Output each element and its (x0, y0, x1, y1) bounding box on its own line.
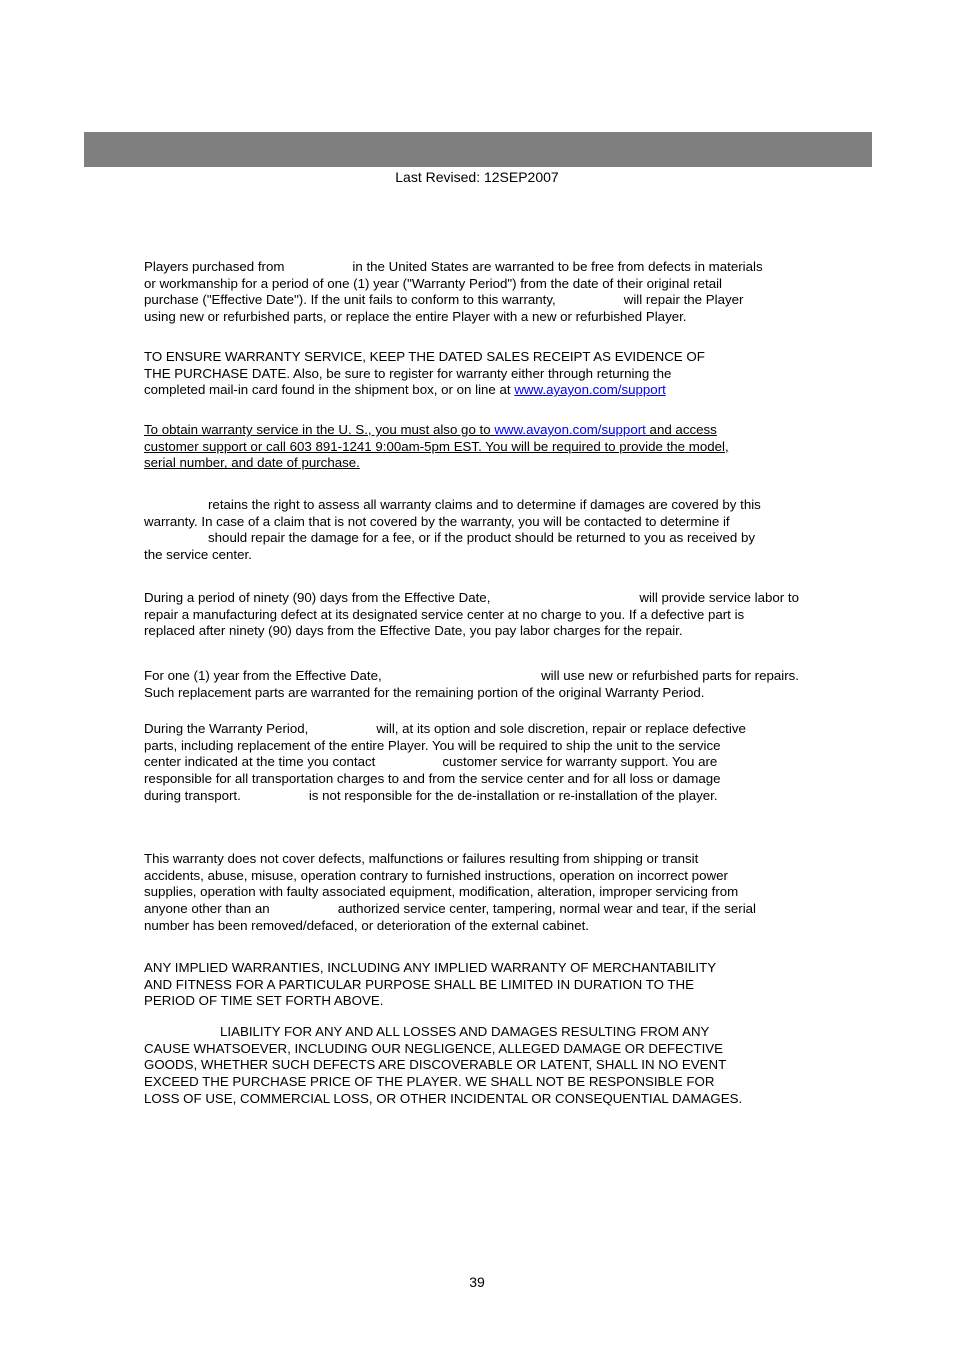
header-bar (84, 132, 872, 167)
warranty-paragraph-coverage: Players purchased from in the United States are warranted to be free from defects in materials or workmanship for a period of one (1) year ("Warranty Period") from the date of their original retail purchase ("Effective Date"). If the unit fails to conform to this warranty, will repair the Player using new or refurbished parts, or replace the entire Player with a new or refurbished Player. (144, 259, 763, 325)
register-link[interactable]: www.ayayon.com/support (514, 382, 666, 398)
last-revised: Last Revised: 12SEP2007 (395, 169, 559, 185)
warranty-paragraph-period: During the Warranty Period, will, at its option and sole discretion, repair or replace defective parts, including replacement of the entire Player. You will be required to ship the unit to the service center indicated at the time you contact customer service for warranty support. You are responsible for all transportation charges to and from the service center and for all loss or damage during transport. is not responsible for the de-installation or re-installation of the player. (144, 721, 746, 803)
warranty-paragraph-parts: For one (1) year from the Effective Date, will use new or refurbished parts for repairs. Such replacement parts are warranted for the remaining portion of the original Warranty Period. (144, 668, 799, 700)
warranty-paragraph-implied: ANY IMPLIED WARRANTIES, INCLUDING ANY IMPLIED WARRANTY OF MERCHANTABILITY AND FITNESS FOR A PARTICULAR PURPOSE SHALL BE LIMITED IN DURATION TO THE PERIOD OF TIME SET FORTH ABOVE. (144, 960, 717, 1009)
warranty-paragraph-labor: During a period of ninety (90) days from the Effective Date, will provide service labor to repair a manufacturing defect at its designated service center at no charge to you. If a defective part is replaced after ninety (90) days from the Effective Date, you pay labor charges for the repair. (144, 590, 799, 639)
warranty-paragraph-obtain-service: To obtain warranty service in the U. S., you must also go to www.avayon.com/support and access customer support or call 603 891-1241 9:00am-5pm EST. You will be required to provide the model, serial number, and date of purchase. (144, 422, 729, 471)
warranty-paragraph-liability: LIABILITY FOR ANY AND ALL LOSSES AND DAMAGES RESULTING FROM ANY CAUSE WHATSOEVER, INCLUDING OUR NEGLIGENCE, ALLEGED DAMAGE OR DEFECTIVE GOODS, WHETHER SUCH DEFECTS ARE DISCOVERABLE OR LATENT, SHALL IN NO EVENT EXCEED THE PURCHASE PRICE OF THE PLAYER. WE SHALL NOT BE RESPONSIBLE FOR LOSS OF USE, COMMERCIAL LOSS, OR OTHER INCIDENTAL OR CONSEQUENTIAL DAMAGES. (144, 1024, 743, 1106)
page-number: 39 (469, 1274, 485, 1290)
warranty-paragraph-receipt: TO ENSURE WARRANTY SERVICE, KEEP THE DATED SALES RECEIPT AS EVIDENCE OF THE PURCHASE DATE. Also, be sure to register for warranty either through returning the completed mail-in card found in the shipment box, or on line at www.ayayon.com/support (144, 349, 705, 398)
warranty-paragraph-claims: retains the right to assess all warranty claims and to determine if damages are covered by this warranty. In case of a claim that is not covered by the warranty, you will be contacted to determine if should repair the damage for a fee, or if the product should be returned to you as received by the service center. (144, 497, 761, 563)
support-link[interactable]: www.avayon.com/support (494, 422, 646, 437)
warranty-paragraph-exclusions: This warranty does not cover defects, malfunctions or failures resulting from shipping or transit accidents, abuse, misuse, operation contrary to furnished instructions, operation on incorrect power supplies, operation with faulty associated equipment, modification, alteration, improper servicing from anyone other than an authorized service center, tampering, normal wear and tear, if the serial number has been removed/defaced, or deterioration of the external cabinet. (144, 851, 757, 933)
